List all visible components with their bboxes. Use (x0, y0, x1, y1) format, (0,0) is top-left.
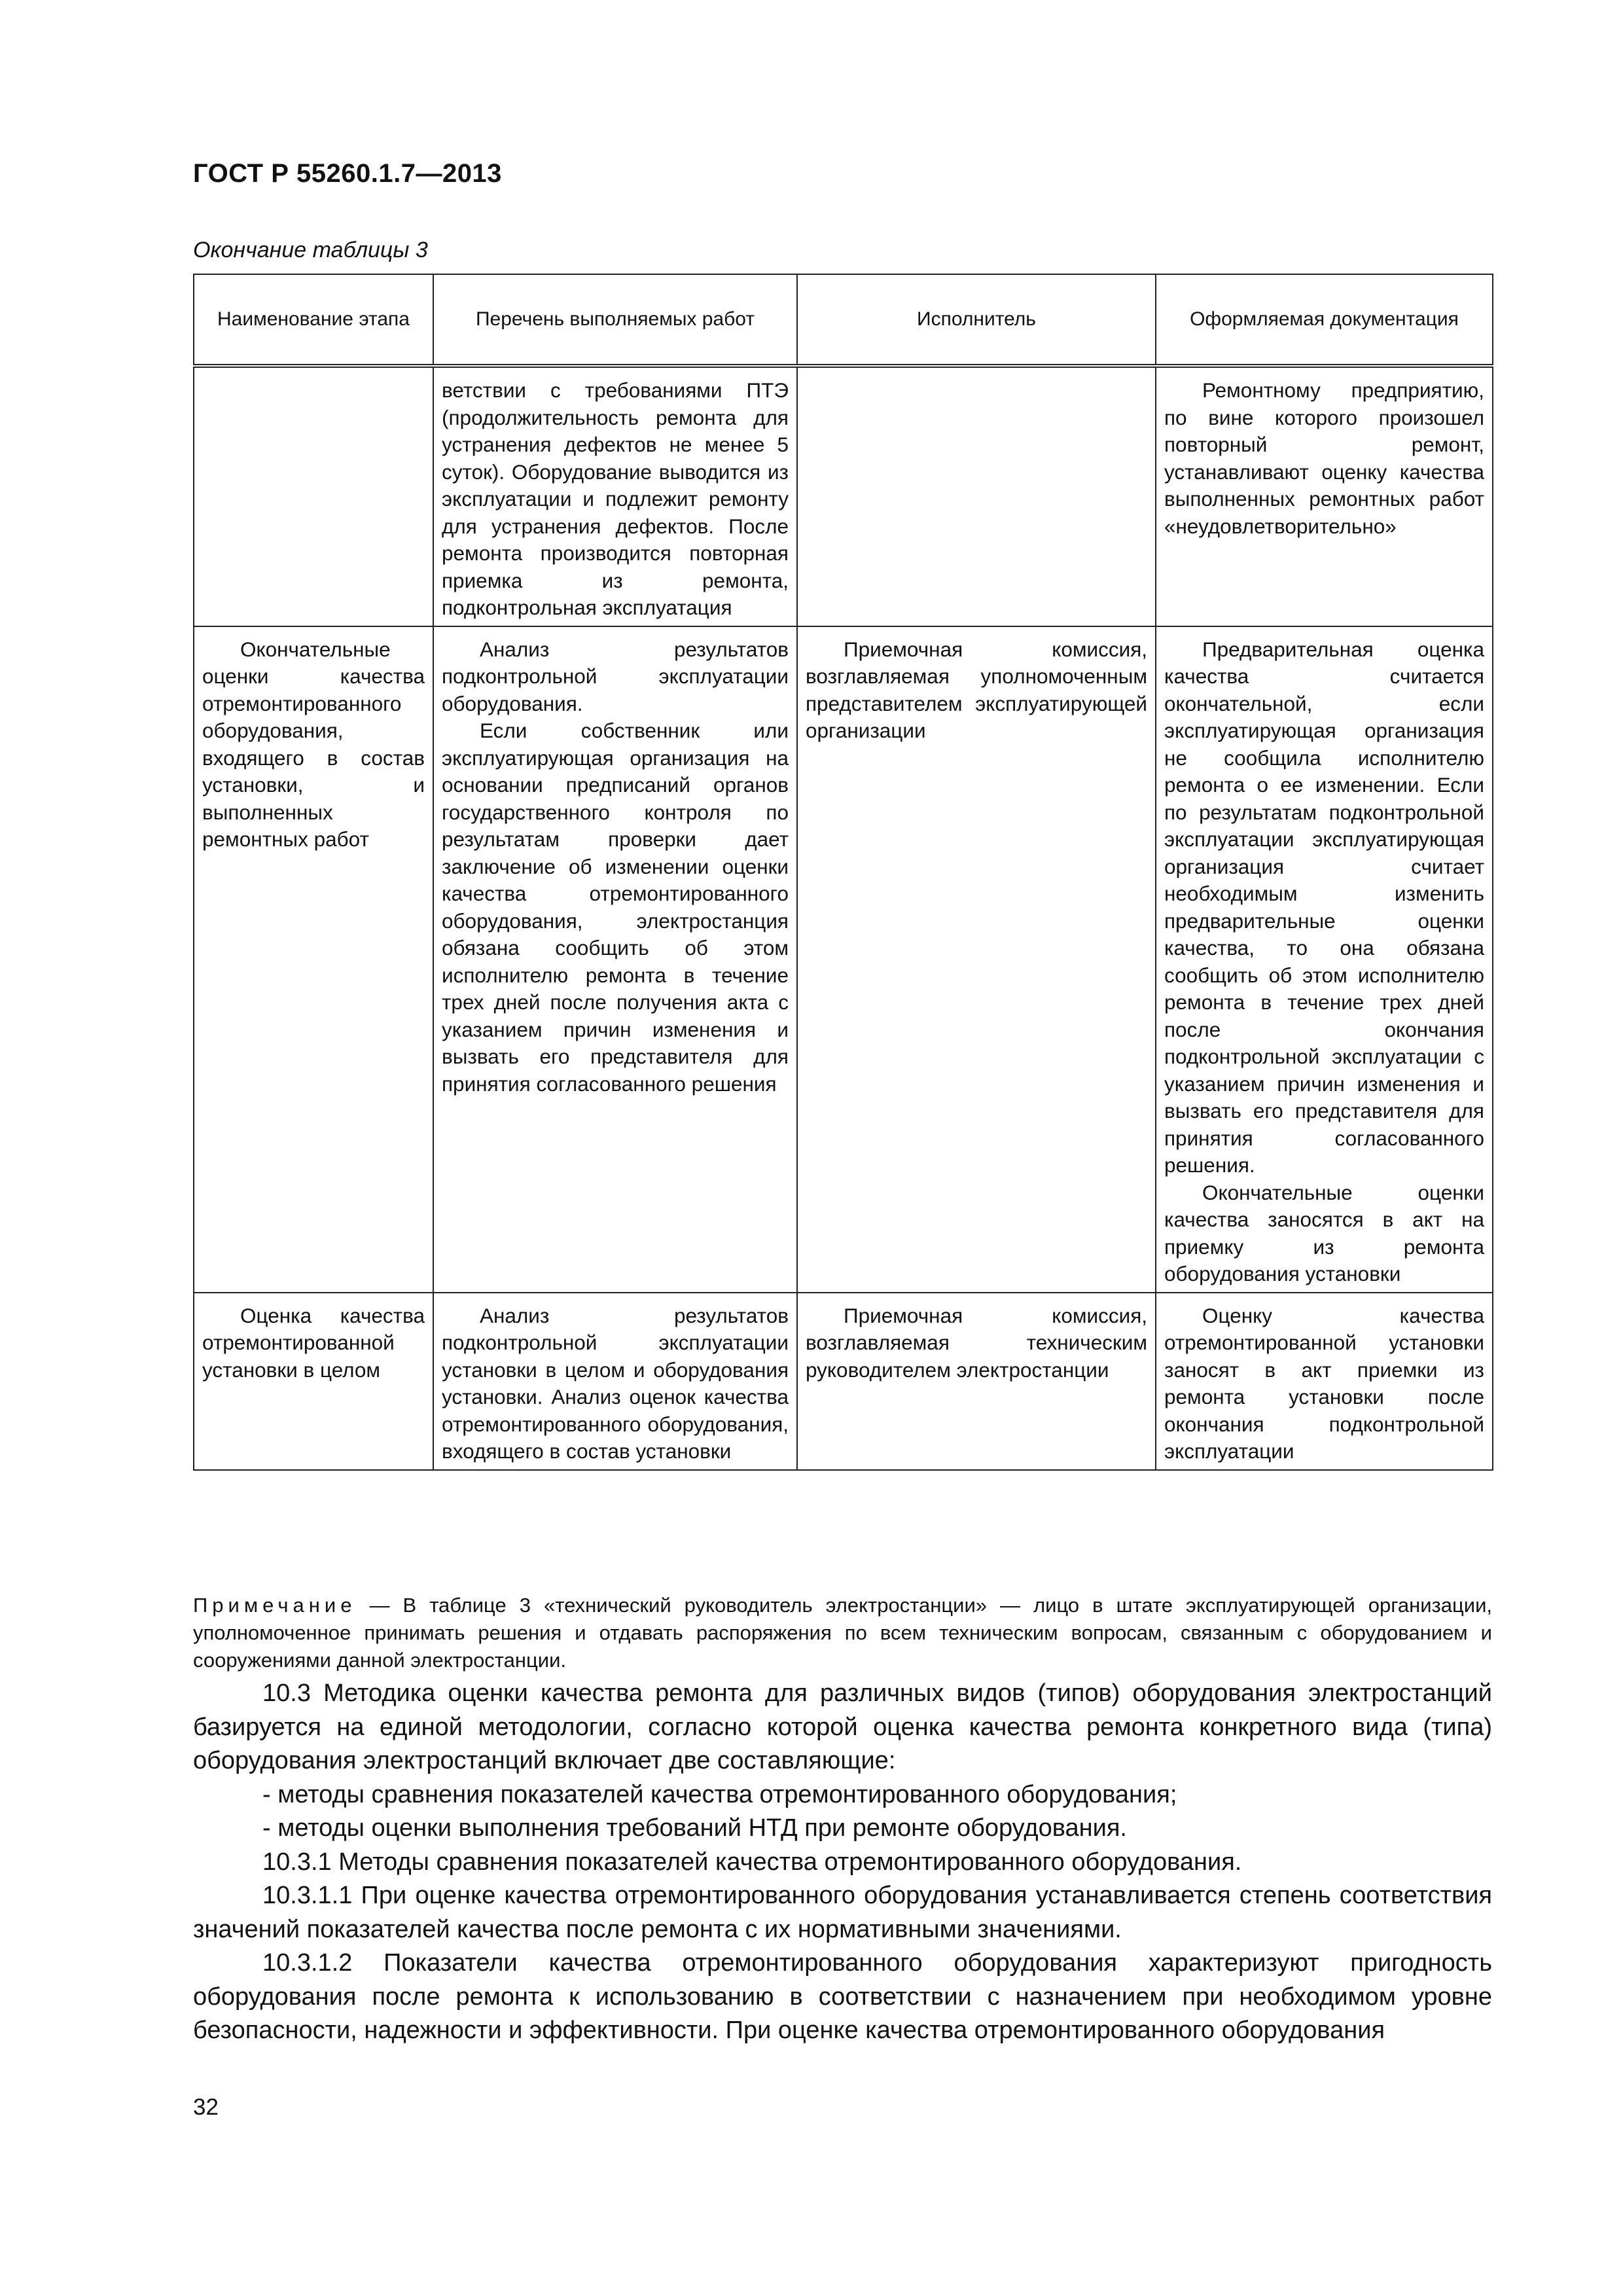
page-number: 32 (193, 2094, 219, 2120)
cell-works (433, 626, 797, 1293)
cell-executor (797, 626, 1156, 1293)
note-label: Примечание (193, 1594, 357, 1617)
body-paragraph: 10.3.1 Методы сравнения показателей качества отремонтированного оборудования. (262, 1848, 1242, 1876)
column-header-executor: Исполнитель (797, 274, 1156, 366)
cell-stage (194, 1293, 433, 1470)
body-paragraph: - методы оценки выполнения требований НТД при ремонте оборудования. (262, 1814, 1127, 1842)
cell-executor (797, 1293, 1156, 1470)
cell-paragraph: Предварительная оценка качества считается окончательной, если эксплуатирующая организация не сообщила исполнителю ремонта о ее изменении. Если по результатам подконтрольной эксплуатации эксплуатирующая организация считает необходимым изменить предварительные оценки качества, то она обязана сообщить об этом исполнителю ремонта в течение трех дней после окончания подконтрольной эксплуатации с указанием причин изменения и вызвать его представителя для принятия согласованного решения. (1164, 637, 1484, 1177)
body-paragraph: 10.3.1.1 При оценке качества отремонтированного оборудования устанавливается степень соответствия значений показателей качества после ремонта с их нормативными значениями. (193, 1882, 1492, 1943)
table-row (194, 366, 1493, 626)
cell-paragraph: Приемочная комиссия, возглавляемая техническим руководителем электростанции (806, 1303, 1147, 1382)
body-paragraph: 10.3.1.2 Показатели качества отремонтированного оборудования характеризуют пригодность оборудования после ремонта к использованию в соответствии с назначением при необходимом уровне безопасности, надежности и эффективности. При оценке качества отремонтированного оборудования (193, 1949, 1492, 2044)
table-row (194, 1293, 1493, 1470)
cell-paragraph: Анализ результатов подконтрольной эксплуатации установки в целом и оборудования установки. Анализ оценок качества отремонтированного оборудования, входящего в состав установки (442, 1303, 789, 1463)
cell-paragraph: Ремонтному предприятию, по вине которого произошел повторный ремонт, устанавливают оценку качества выполненных ремонтных работ «неудовлетворительно» (1164, 378, 1484, 538)
cell-paragraph: Окончательные оценки качества отремонтированного оборудования, входящего в состав установки, и выполненных ремонтных работ (202, 637, 425, 851)
body-paragraph: 10.3 Методика оценки качества ремонта для различных видов (типов) оборудования электростанций базируется на единой методологии, согласно которой оценка качества ремонта конкретного вида (типа) оборудования электростанций включает две составляющие: (193, 1679, 1492, 1774)
table-row (194, 626, 1493, 1293)
cell-paragraph: Оценка качества отремонтированной установки в целом (202, 1303, 425, 1382)
cell-stage (194, 366, 433, 626)
document-code: ГОСТ Р 55260.1.7—2013 (193, 159, 502, 188)
cell-paragraph: Анализ результатов подконтрольной эксплуатации оборудования. (442, 637, 789, 715)
table-header-row (194, 274, 1493, 366)
cell-executor (797, 366, 1156, 626)
cell-documentation (1156, 626, 1493, 1293)
note-text: — В таблице 3 «технический руководитель электростанции» — лицо в штате эксплуатирующей организации, уполномоченное принимать решения и отдавать распоряжения по всем техническим вопросам, связанным с оборудованием и сооружениями данной электростанции. (193, 1594, 1492, 1672)
cell-documentation (1156, 1293, 1493, 1470)
column-header-stage: Наименование этапа (194, 274, 433, 366)
body-text (193, 1677, 1492, 2048)
column-header-documentation: Оформляемая документация (1156, 274, 1493, 366)
cell-paragraph: Оценку качества отремонтированной установки заносят в акт приемки из ремонта установки после окончания подконтрольной эксплуатации (1164, 1303, 1484, 1463)
cell-works: ветствии с требованиями ПТЭ (продолжительность ремонта для устранения дефектов не менее 5 суток). Оборудование выводится из эксплуатации и подлежит ремонту для устранения дефектов. После ремонта производится повторная приемка из ремонта, подконтрольная эксплуатация (433, 366, 797, 626)
cell-works (433, 1293, 797, 1470)
cell-paragraph: Окончательные оценки качества заносятся в акт на приемку из ремонта оборудования установки (1164, 1180, 1484, 1285)
column-header-works: Перечень выполняемых работ (433, 274, 797, 366)
cell-paragraph: Приемочная комиссия, возглавляемая уполномоченным представителем эксплуатирующей организации (806, 637, 1147, 742)
body-paragraph: - методы сравнения показателей качества отремонтированного оборудования; (262, 1780, 1177, 1808)
table-caption: Окончание таблицы 3 (193, 238, 428, 262)
cell-documentation (1156, 366, 1493, 626)
table-note (193, 1592, 1492, 1674)
cell-paragraph: Если собственник или эксплуатирующая организация на основании предписаний органов государственного контроля по результатам проверки дает заключение об изменении оценки качества отремонтированного оборудования, электростанция обязана сообщить об этом исполнителю ремонта в течение трех дней после получения акта с указанием причин изменения и вызвать его представителя для принятия согласованного решения (442, 719, 789, 1096)
cell-stage (194, 626, 433, 1293)
stages-table (193, 274, 1493, 1471)
